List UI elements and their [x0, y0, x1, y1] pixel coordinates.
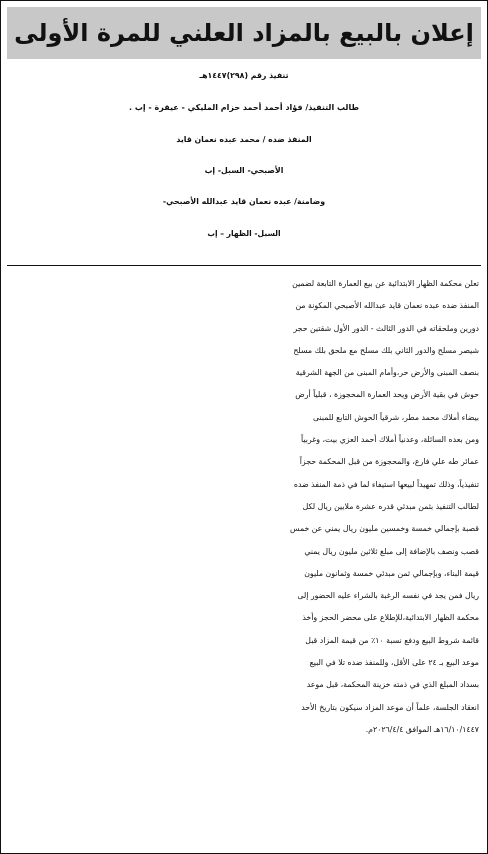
notice-title-bar	[7, 7, 481, 59]
body-line: انعقاد الجلسة، علماً أن موعد المزاد سيكون بتاريخ الأحد	[301, 702, 479, 712]
body-line: قصبة بإجمالي خمسة وخمسين مليون ريال يمني عن خمس	[290, 524, 479, 534]
body-line: دورين وملحقاته في الدور الثالث - الدور الأول شقتين حجر	[293, 323, 479, 333]
defendant-address: الأصبحي- السبل- إب	[204, 166, 284, 175]
body-line: تنفيذياً، وذلك تمهيداً لبيعها استيفاء لما في ذمة المنفذ ضده	[293, 479, 479, 489]
body-line: قصب ونصف بالإضافة إلى مبلغ ثلاثين مليون ريال يمني	[304, 546, 479, 556]
body-line: بنصف المبنى والأرض حر،وأمام المبنى من الجهة الشرقية	[295, 368, 479, 378]
body-line: محكمة الظهار الابتدائية،للإطلاع على محضر الحجز وأخذ	[302, 613, 479, 623]
claimant-line: طالب التنفيذ/ فؤاد أحمد أحمد حزام المليكي - عيقرة - إب .	[129, 103, 359, 112]
execution-number: تنفيذ رقم (٢٩٨)١٤٤٧هـ	[199, 71, 289, 80]
defendant-line: المنفذ ضده / محمد عبده نعمان قايد	[176, 135, 312, 144]
guarantor-line: وضامنة/ عبده نعمان قايد عبدالله الأصبحي-	[162, 197, 326, 206]
body-line: ١٦/١٠/١٤٤٧هـ الموافق ٢٠٢٦/٤/٤م.	[365, 724, 479, 734]
guarantor-address: السبل- الظهار – إب	[207, 229, 281, 238]
body-line: لطالب التنفيذ بثمن مبدئي قدره عشرة ملايين ريال لكل	[302, 501, 479, 511]
body-line: تعلن محكمة الظهار الابتدائية عن بيع العمارة التابعة لضمين	[292, 279, 479, 288]
body-line: عمائر طه علي فارع، والمحجوزة من قبل المحكمة حجزاً	[299, 457, 479, 467]
body-line: المنفذ ضده عبده نعمان قايد عبدالله الأصبحي المكونة من	[295, 301, 479, 311]
body-line: ومن بعده السائلة، وعدنياً أملاك أحمد العزي بيت، وغربياً	[301, 435, 479, 445]
body-line: شيصر مسلح والدور الثاني بلك مسلح مع ملحق بلك مسلح	[293, 345, 479, 355]
header-divider	[7, 265, 481, 266]
body-line: قيمة البناء، وبإجمالي ثمن مبدئي خمسة وثمانون مليون	[304, 568, 479, 578]
body-line: قائمة شروط البيع ودفع نسبة ١٠٪ من قيمة المزاد قبل	[305, 635, 479, 645]
body-line: حوش في بقية الأرض ويحد العمارة المحجوزة ، قبلياً أرض	[295, 390, 479, 400]
body-line: بسداد المبلغ الذي في ذمته خزينة المحكمة، قبل موعد	[306, 680, 479, 690]
body-line: ريال فمن يجد في نفسه الرغبة بالشراء عليه الحضور إلى	[297, 591, 479, 601]
body-line: موعد البيع بـ ٢٤ على الأقل، وللمنفذ ضده تلا في البيع	[309, 658, 479, 668]
notice-body	[9, 273, 479, 847]
notice-title: إعلان بالبيع بالمزاد العلني للمرة الأولى	[14, 19, 474, 47]
body-line: بيضاء أملاك محمد مطر، شرقياً الحوش التابع للمبنى	[313, 412, 479, 422]
